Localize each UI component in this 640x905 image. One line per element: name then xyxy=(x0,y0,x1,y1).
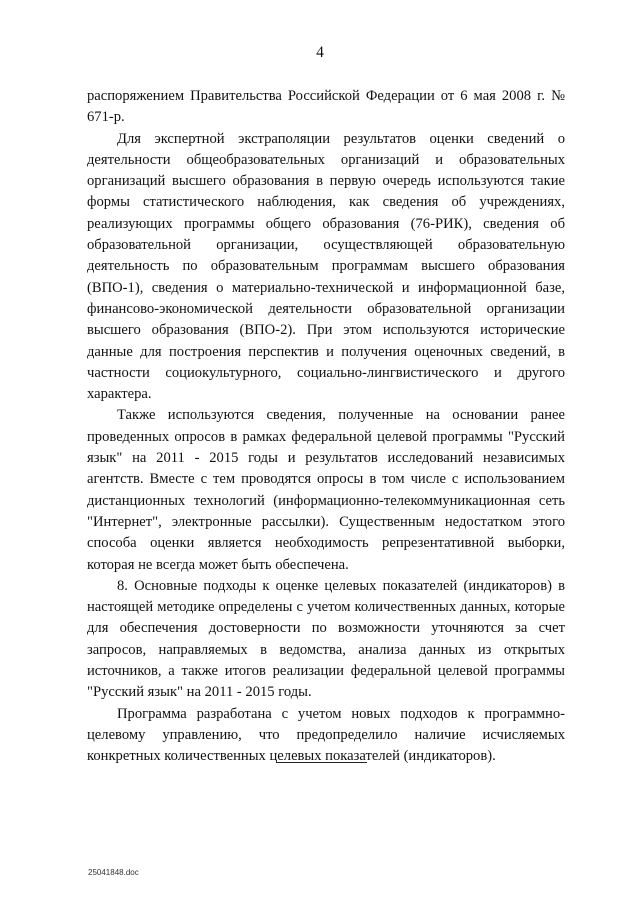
footer-filename: 25041848.doc xyxy=(88,868,139,877)
paragraph-surveys: Также используются сведения, полученные на основании ранее проведенных опросов в рамках федеральной целевой программы "Русский язык" на 2011 - 2015 годы и результатов исследований независимых агентств. Вместе с тем проводятся опросы в том числе с использованием дистанционных технологий (информационно-телекоммуникационная сеть "Интернет", электронные рассылки). Существенным недостатком этого способа оценки является необходимость репрезентативной выборки, которая не всегда может быть обеспечена. xyxy=(87,407,565,573)
paragraph-program: Программа разработана с учетом новых подходов к программно-целевому управлению, что предопределило наличие исчисляемых конкретных количественных целевых показателей (индикаторов). xyxy=(87,705,565,765)
paragraph-data-sources: Для экспертной экстраполяции результатов оценки сведений о деятельности общеобразовательных организаций и образовательных организаций высшего образования в первую очередь используются такие формы статистического наблюдения, как сведения об учреждениях, реализующих программы общего образования (76-РИК), сведения об образовательной организации, осуществляющей образовательную деятельность по образовательным программам высшего образования (ВПО-1), сведения о материально-технической и информационной базе, финансово-экономической деятельности образовательной организации высшего образования (ВПО-2). При этом используются исторические данные для построения перспектив и получения оценочных сведений, в частности социокультурного, социально-лингвистического и другого характера. xyxy=(87,130,565,403)
document-body xyxy=(87,86,565,768)
paragraph-continuation: распоряжением Правительства Российской Федерации от 6 мая 2008 г. № 671-р. xyxy=(87,88,565,126)
end-divider xyxy=(276,762,367,763)
page-number: 4 xyxy=(316,44,324,61)
paragraph-approaches: 8. Основные подходы к оценке целевых показателей (индикаторов) в настоящей методике определены с учетом количественных данных, которые для обеспечения достоверности по возможности уточняются за счет запросов, направляемых в ведомства, анализа данных из открытых источников, а также итогов реализации федеральной целевой программы "Русский язык" на 2011 - 2015 годы. xyxy=(87,577,565,701)
